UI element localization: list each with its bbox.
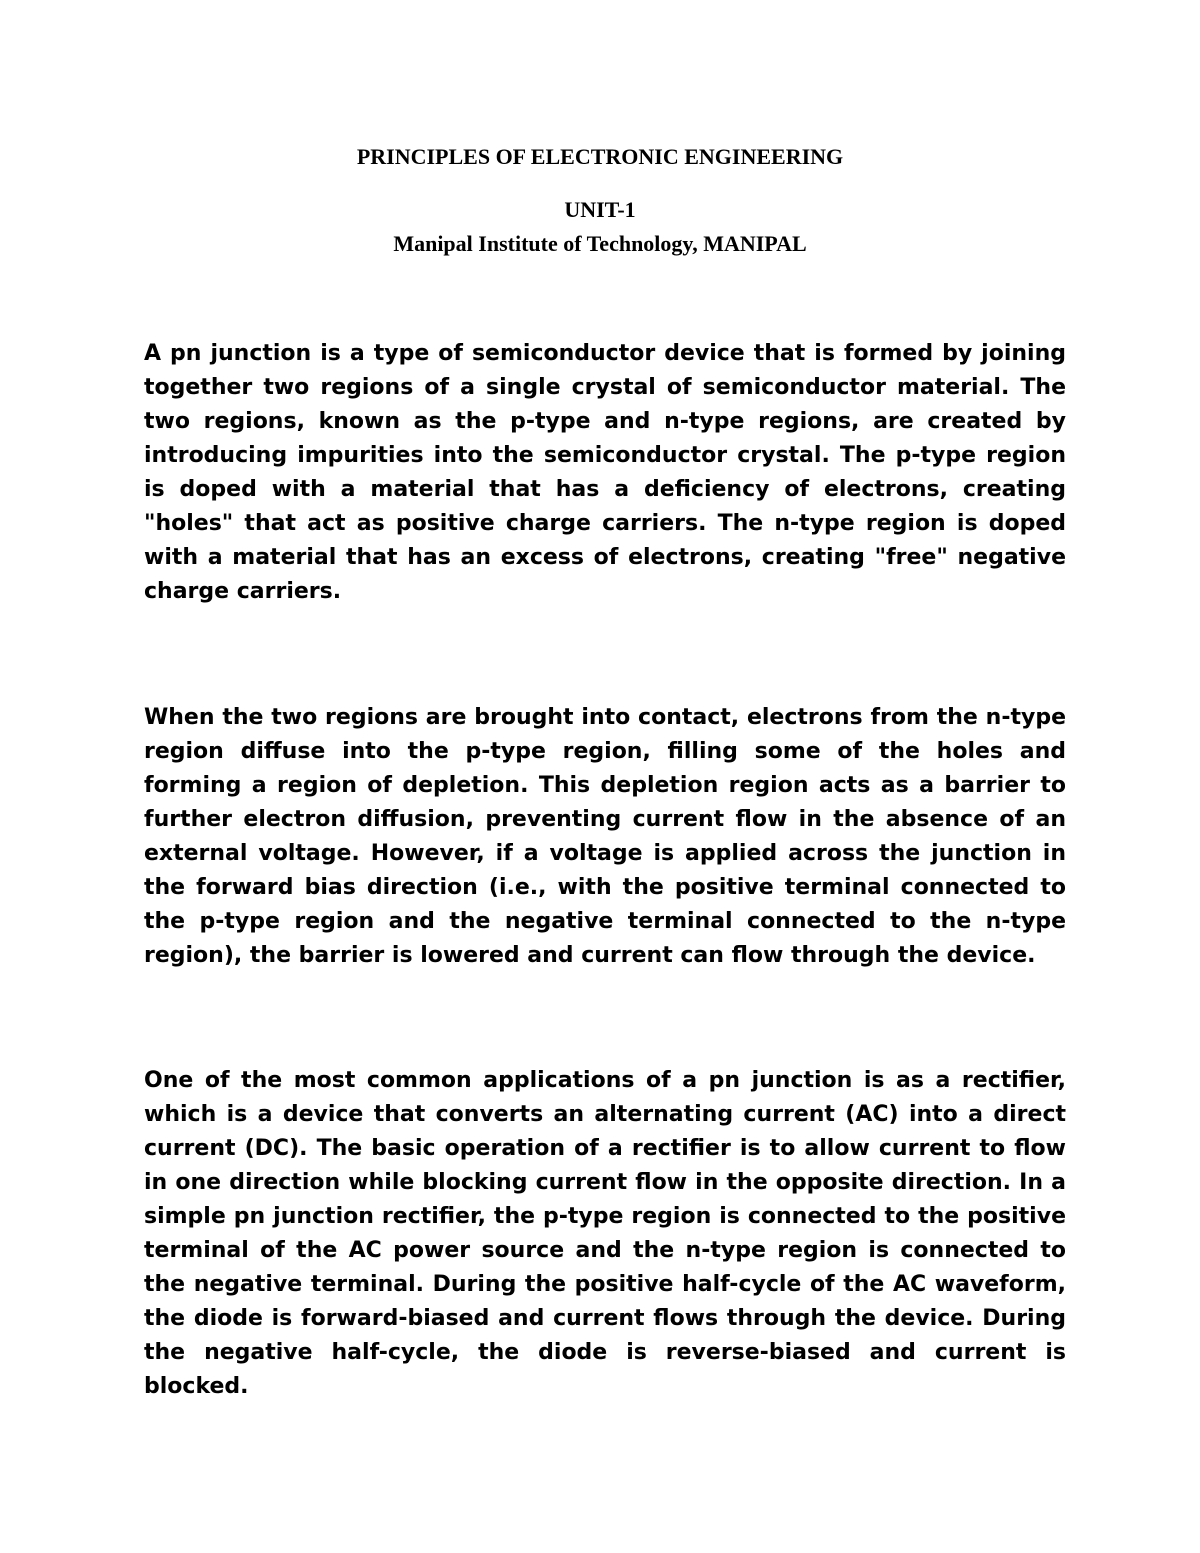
paragraph-depletion-region: When the two regions are brought into contact, electrons from the n-type region diffuse into the p-type region, filling some of the holes and forming a region of depletion. This depletion region acts as a barrier to further electron diffusion, preventing current flow in the absence of an external voltage. However, if a voltage is applied across the junction in the forward bias direction (i.e., with the positive terminal connected to the p-type region and the negative terminal connected to the n-type region), the barrier is lowered and current can flow through the device. <box>144 705 1066 968</box>
paragraph-rectifier: One of the most common applications of a pn junction is as a rectifier, which is a device that converts an alternating current (AC) into a direct current (DC). The basic operation of a rectifier is to allow current to flow in one direction while blocking current flow in the opposite direction. In a simple pn junction rectifier, the p-type region is connected to the positive terminal of the AC power source and the n-type region is connected to the negative terminal. During the positive half-cycle of the AC waveform, the diode is forward-biased and current flows through the device. During the negative half-cycle, the diode is reverse-biased and current is blocked. <box>144 1068 1066 1399</box>
unit-label: UNIT-1 <box>564 197 636 222</box>
institution-name: Manipal Institute of Technology, MANIPAL <box>393 231 807 256</box>
paragraph-pn-junction-intro: A pn junction is a type of semiconductor device that is formed by joining together two regions of a single crystal of semiconductor material. The two regions, known as the p-type and n-type regions, are created by introducing impurities into the semiconductor crystal. The p-type region is doped with a material that has a deficiency of electrons, creating "holes" that act as positive charge carriers. The n-type region is doped with a material that has an excess of electrons, creating "free" negative charge carriers. <box>144 341 1066 604</box>
document-title: PRINCIPLES OF ELECTRONIC ENGINEERING <box>356 144 844 169</box>
